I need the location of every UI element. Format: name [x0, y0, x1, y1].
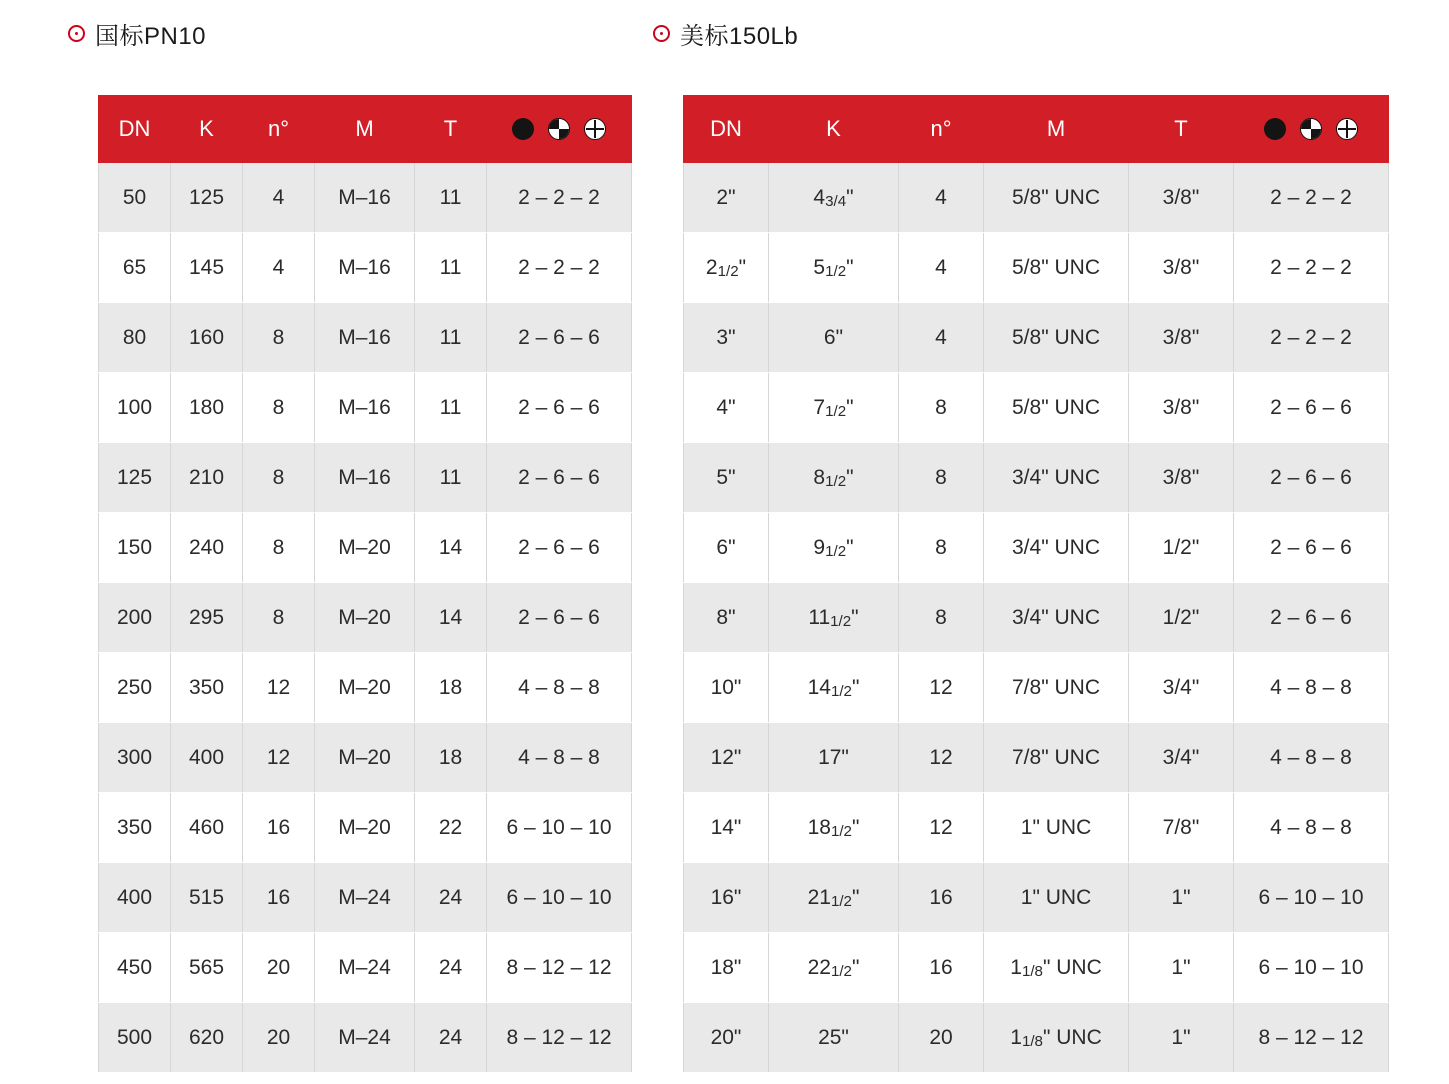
cell-dn: 350 — [99, 793, 171, 863]
cell-t: 14 — [415, 513, 487, 583]
table-body-pn10 — [99, 163, 632, 1073]
cell-dn: 6" — [684, 513, 769, 583]
cell-k: 295 — [171, 583, 243, 653]
cell-dn: $2_{1/2}$" — [684, 233, 769, 303]
cell-k: 17" — [769, 723, 899, 793]
cell-n: 20 — [243, 1003, 315, 1073]
table-row — [684, 933, 1389, 1003]
cell-dn: 50 — [99, 163, 171, 233]
cell-t: 11 — [415, 163, 487, 233]
cell-t: 1" — [1129, 863, 1234, 933]
cell-k: $14_{1/2}$" — [769, 653, 899, 723]
header-m: M — [315, 96, 415, 163]
cell-k: $4_{3/4}$" — [769, 163, 899, 233]
table-row — [684, 723, 1389, 793]
icon-group — [1234, 118, 1388, 140]
cell-dn: 10" — [684, 653, 769, 723]
header-k: K — [769, 96, 899, 163]
cell-k: $22_{1/2}$" — [769, 933, 899, 1003]
cell-t: 3/8" — [1129, 443, 1234, 513]
cell-icons: 2 – 6 – 6 — [487, 583, 632, 653]
cell-icons: 2 – 6 – 6 — [1234, 443, 1389, 513]
cell-n: 8 — [243, 373, 315, 443]
header-dn: DN — [684, 96, 769, 163]
table-row — [99, 443, 632, 513]
cell-m: M–16 — [315, 233, 415, 303]
cell-t: 3/8" — [1129, 373, 1234, 443]
cell-icons: 2 – 6 – 6 — [1234, 373, 1389, 443]
cell-dn: 20" — [684, 1003, 769, 1073]
table-row — [684, 793, 1389, 863]
cell-t: 11 — [415, 373, 487, 443]
cell-n: 16 — [243, 793, 315, 863]
cell-icons: 2 – 2 – 2 — [1234, 233, 1389, 303]
cell-t: 22 — [415, 793, 487, 863]
cell-dn: 100 — [99, 373, 171, 443]
header-t: T — [415, 96, 487, 163]
table-row — [684, 653, 1389, 723]
header-k: K — [171, 96, 243, 163]
cell-m: 5/8" UNC — [984, 163, 1129, 233]
cell-m: 5/8" UNC — [984, 373, 1129, 443]
cell-dn: 12" — [684, 723, 769, 793]
cell-n: 8 — [243, 443, 315, 513]
cell-k: 350 — [171, 653, 243, 723]
cell-icons: 4 – 8 – 8 — [1234, 723, 1389, 793]
table-row — [99, 513, 632, 583]
crosshair-disc-icon — [1336, 118, 1358, 140]
cell-n: 12 — [243, 653, 315, 723]
cell-t: 24 — [415, 863, 487, 933]
table-row — [684, 583, 1389, 653]
cell-m: M–20 — [315, 793, 415, 863]
cell-t: 1/2" — [1129, 583, 1234, 653]
cell-m: 5/8" UNC — [984, 233, 1129, 303]
table-pn10 — [98, 95, 632, 1073]
table-row — [99, 233, 632, 303]
cell-icons: 4 – 8 – 8 — [1234, 793, 1389, 863]
cell-m: M–16 — [315, 303, 415, 373]
cell-t: 11 — [415, 443, 487, 513]
table-row — [99, 583, 632, 653]
table-header-row — [99, 96, 632, 163]
cell-dn: 300 — [99, 723, 171, 793]
panel-title-pn10 — [60, 0, 632, 66]
cell-k: $11_{1/2}$" — [769, 583, 899, 653]
cell-k: 180 — [171, 373, 243, 443]
table-row — [684, 233, 1389, 303]
cell-m: 3/4" UNC — [984, 583, 1129, 653]
cell-dn: 65 — [99, 233, 171, 303]
quadrant-disc-icon — [1300, 118, 1322, 140]
header-t: T — [1129, 96, 1234, 163]
cell-m: 3/4" UNC — [984, 443, 1129, 513]
cell-m: 7/8" UNC — [984, 653, 1129, 723]
cell-n: 16 — [243, 863, 315, 933]
cell-m: M–20 — [315, 653, 415, 723]
cell-n: 16 — [899, 933, 984, 1003]
cell-m: 1" UNC — [984, 793, 1129, 863]
table-row — [99, 933, 632, 1003]
table-row — [99, 163, 632, 233]
cell-dn: 125 — [99, 443, 171, 513]
header-m: M — [984, 96, 1129, 163]
cell-dn: 3" — [684, 303, 769, 373]
cell-dn: 250 — [99, 653, 171, 723]
cell-n: 12 — [899, 653, 984, 723]
table-row — [99, 1003, 632, 1073]
filled-disc-icon — [512, 118, 534, 140]
cell-dn: 8" — [684, 583, 769, 653]
cell-k: 460 — [171, 793, 243, 863]
cell-m: $1_{1/8}$" UNC — [984, 1003, 1129, 1073]
cell-t: 3/8" — [1129, 163, 1234, 233]
cell-m: M–16 — [315, 373, 415, 443]
cell-m: 5/8" UNC — [984, 303, 1129, 373]
cell-n: 4 — [899, 163, 984, 233]
cell-t: 3/4" — [1129, 723, 1234, 793]
cell-icons: 2 – 6 – 6 — [1234, 513, 1389, 583]
cell-n: 16 — [899, 863, 984, 933]
cell-m: 7/8" UNC — [984, 723, 1129, 793]
panel-title-text: 国标PN10 — [95, 22, 207, 50]
cell-icons: 4 – 8 – 8 — [1234, 653, 1389, 723]
cell-icons: 8 – 12 – 12 — [487, 1003, 632, 1073]
cell-n: 4 — [243, 233, 315, 303]
cell-icons: 2 – 6 – 6 — [1234, 583, 1389, 653]
cell-k: 210 — [171, 443, 243, 513]
cell-t: 3/8" — [1129, 303, 1234, 373]
panel-title-150lb — [645, 0, 1389, 66]
cell-icons: 6 – 10 – 10 — [487, 793, 632, 863]
header-icons — [1234, 96, 1389, 163]
cell-icons: 2 – 2 – 2 — [487, 233, 632, 303]
cell-n: 4 — [899, 303, 984, 373]
cell-m: M–20 — [315, 723, 415, 793]
cell-k: 160 — [171, 303, 243, 373]
panel-title-text: 美标150Lb — [680, 22, 799, 50]
cell-dn: 2" — [684, 163, 769, 233]
cell-k: $5_{1/2}$" — [769, 233, 899, 303]
cell-t: 18 — [415, 653, 487, 723]
cell-k: 400 — [171, 723, 243, 793]
cell-k: 6" — [769, 303, 899, 373]
cell-n: 20 — [899, 1003, 984, 1073]
table-row — [99, 863, 632, 933]
cell-m: M–16 — [315, 443, 415, 513]
header-dn: DN — [99, 96, 171, 163]
cell-k: $21_{1/2}$" — [769, 863, 899, 933]
cell-icons: 4 – 8 – 8 — [487, 723, 632, 793]
table-row — [99, 303, 632, 373]
cell-k: $18_{1/2}$" — [769, 793, 899, 863]
cell-t: 24 — [415, 933, 487, 1003]
cell-m: M–20 — [315, 513, 415, 583]
table-row — [684, 863, 1389, 933]
cell-dn: 500 — [99, 1003, 171, 1073]
cell-icons: 8 – 12 – 12 — [1234, 1003, 1389, 1073]
cell-n: 8 — [899, 373, 984, 443]
cell-t: 11 — [415, 303, 487, 373]
cell-m: M–24 — [315, 863, 415, 933]
table-row — [684, 163, 1389, 233]
cell-m: $1_{1/8}$" UNC — [984, 933, 1129, 1003]
cell-dn: 18" — [684, 933, 769, 1003]
cell-t: 11 — [415, 233, 487, 303]
cell-icons: 2 – 2 – 2 — [1234, 163, 1389, 233]
table-header-row — [684, 96, 1389, 163]
cell-k: 515 — [171, 863, 243, 933]
header-icons — [487, 96, 632, 163]
cell-icons: 2 – 6 – 6 — [487, 303, 632, 373]
cell-icons: 2 – 6 – 6 — [487, 373, 632, 443]
crosshair-disc-icon — [584, 118, 606, 140]
table-row — [684, 513, 1389, 583]
cell-dn: 150 — [99, 513, 171, 583]
table-row — [684, 373, 1389, 443]
cell-n: 8 — [899, 583, 984, 653]
table-row — [684, 1003, 1389, 1073]
panel-150lb — [645, 0, 1389, 1073]
cell-icons: 2 – 2 – 2 — [1234, 303, 1389, 373]
cell-icons: 8 – 12 – 12 — [487, 933, 632, 1003]
ring-bullet-icon — [653, 25, 670, 42]
cell-m: 1" UNC — [984, 863, 1129, 933]
icon-group — [487, 118, 631, 140]
cell-k: 25" — [769, 1003, 899, 1073]
cell-n: 8 — [899, 513, 984, 583]
cell-icons: 6 – 10 – 10 — [487, 863, 632, 933]
cell-m: M–24 — [315, 1003, 415, 1073]
cell-m: M–20 — [315, 583, 415, 653]
cell-k: 125 — [171, 163, 243, 233]
cell-n: 4 — [243, 163, 315, 233]
cell-n: 8 — [243, 583, 315, 653]
cell-n: 8 — [899, 443, 984, 513]
cell-k: 565 — [171, 933, 243, 1003]
header-n: n° — [899, 96, 984, 163]
table-row — [99, 373, 632, 443]
header-n: n° — [243, 96, 315, 163]
cell-n: 12 — [899, 723, 984, 793]
cell-icons: 4 – 8 – 8 — [487, 653, 632, 723]
cell-dn: 80 — [99, 303, 171, 373]
cell-dn: 16" — [684, 863, 769, 933]
cell-t: 7/8" — [1129, 793, 1234, 863]
cell-icons: 6 – 10 – 10 — [1234, 933, 1389, 1003]
cell-m: M–16 — [315, 163, 415, 233]
quadrant-disc-icon — [548, 118, 570, 140]
cell-t: 1" — [1129, 1003, 1234, 1073]
table-row — [99, 723, 632, 793]
cell-dn: 5" — [684, 443, 769, 513]
cell-n: 12 — [899, 793, 984, 863]
cell-dn: 4" — [684, 373, 769, 443]
cell-k: $7_{1/2}$" — [769, 373, 899, 443]
table-row — [684, 303, 1389, 373]
cell-k: 240 — [171, 513, 243, 583]
ring-bullet-icon — [68, 25, 85, 42]
cell-k: 145 — [171, 233, 243, 303]
cell-icons: 6 – 10 – 10 — [1234, 863, 1389, 933]
cell-icons: 2 – 6 – 6 — [487, 513, 632, 583]
table-row — [99, 653, 632, 723]
cell-t: 1/2" — [1129, 513, 1234, 583]
cell-t: 14 — [415, 583, 487, 653]
table-150lb — [683, 95, 1389, 1073]
cell-icons: 2 – 2 – 2 — [487, 163, 632, 233]
filled-disc-icon — [1264, 118, 1286, 140]
cell-m: M–24 — [315, 933, 415, 1003]
cell-k: 620 — [171, 1003, 243, 1073]
cell-n: 8 — [243, 303, 315, 373]
table-row — [684, 443, 1389, 513]
cell-k: $9_{1/2}$" — [769, 513, 899, 583]
cell-n: 20 — [243, 933, 315, 1003]
cell-dn: 14" — [684, 793, 769, 863]
cell-k: $8_{1/2}$" — [769, 443, 899, 513]
cell-dn: 400 — [99, 863, 171, 933]
cell-m: 3/4" UNC — [984, 513, 1129, 583]
cell-t: 24 — [415, 1003, 487, 1073]
panel-pn10 — [60, 0, 632, 1073]
cell-n: 12 — [243, 723, 315, 793]
cell-dn: 450 — [99, 933, 171, 1003]
cell-t: 3/4" — [1129, 653, 1234, 723]
table-body-150lb — [684, 163, 1389, 1073]
cell-dn: 200 — [99, 583, 171, 653]
cell-t: 1" — [1129, 933, 1234, 1003]
cell-icons: 2 – 6 – 6 — [487, 443, 632, 513]
cell-n: 8 — [243, 513, 315, 583]
cell-n: 4 — [899, 233, 984, 303]
table-row — [99, 793, 632, 863]
cell-t: 18 — [415, 723, 487, 793]
cell-t: 3/8" — [1129, 233, 1234, 303]
